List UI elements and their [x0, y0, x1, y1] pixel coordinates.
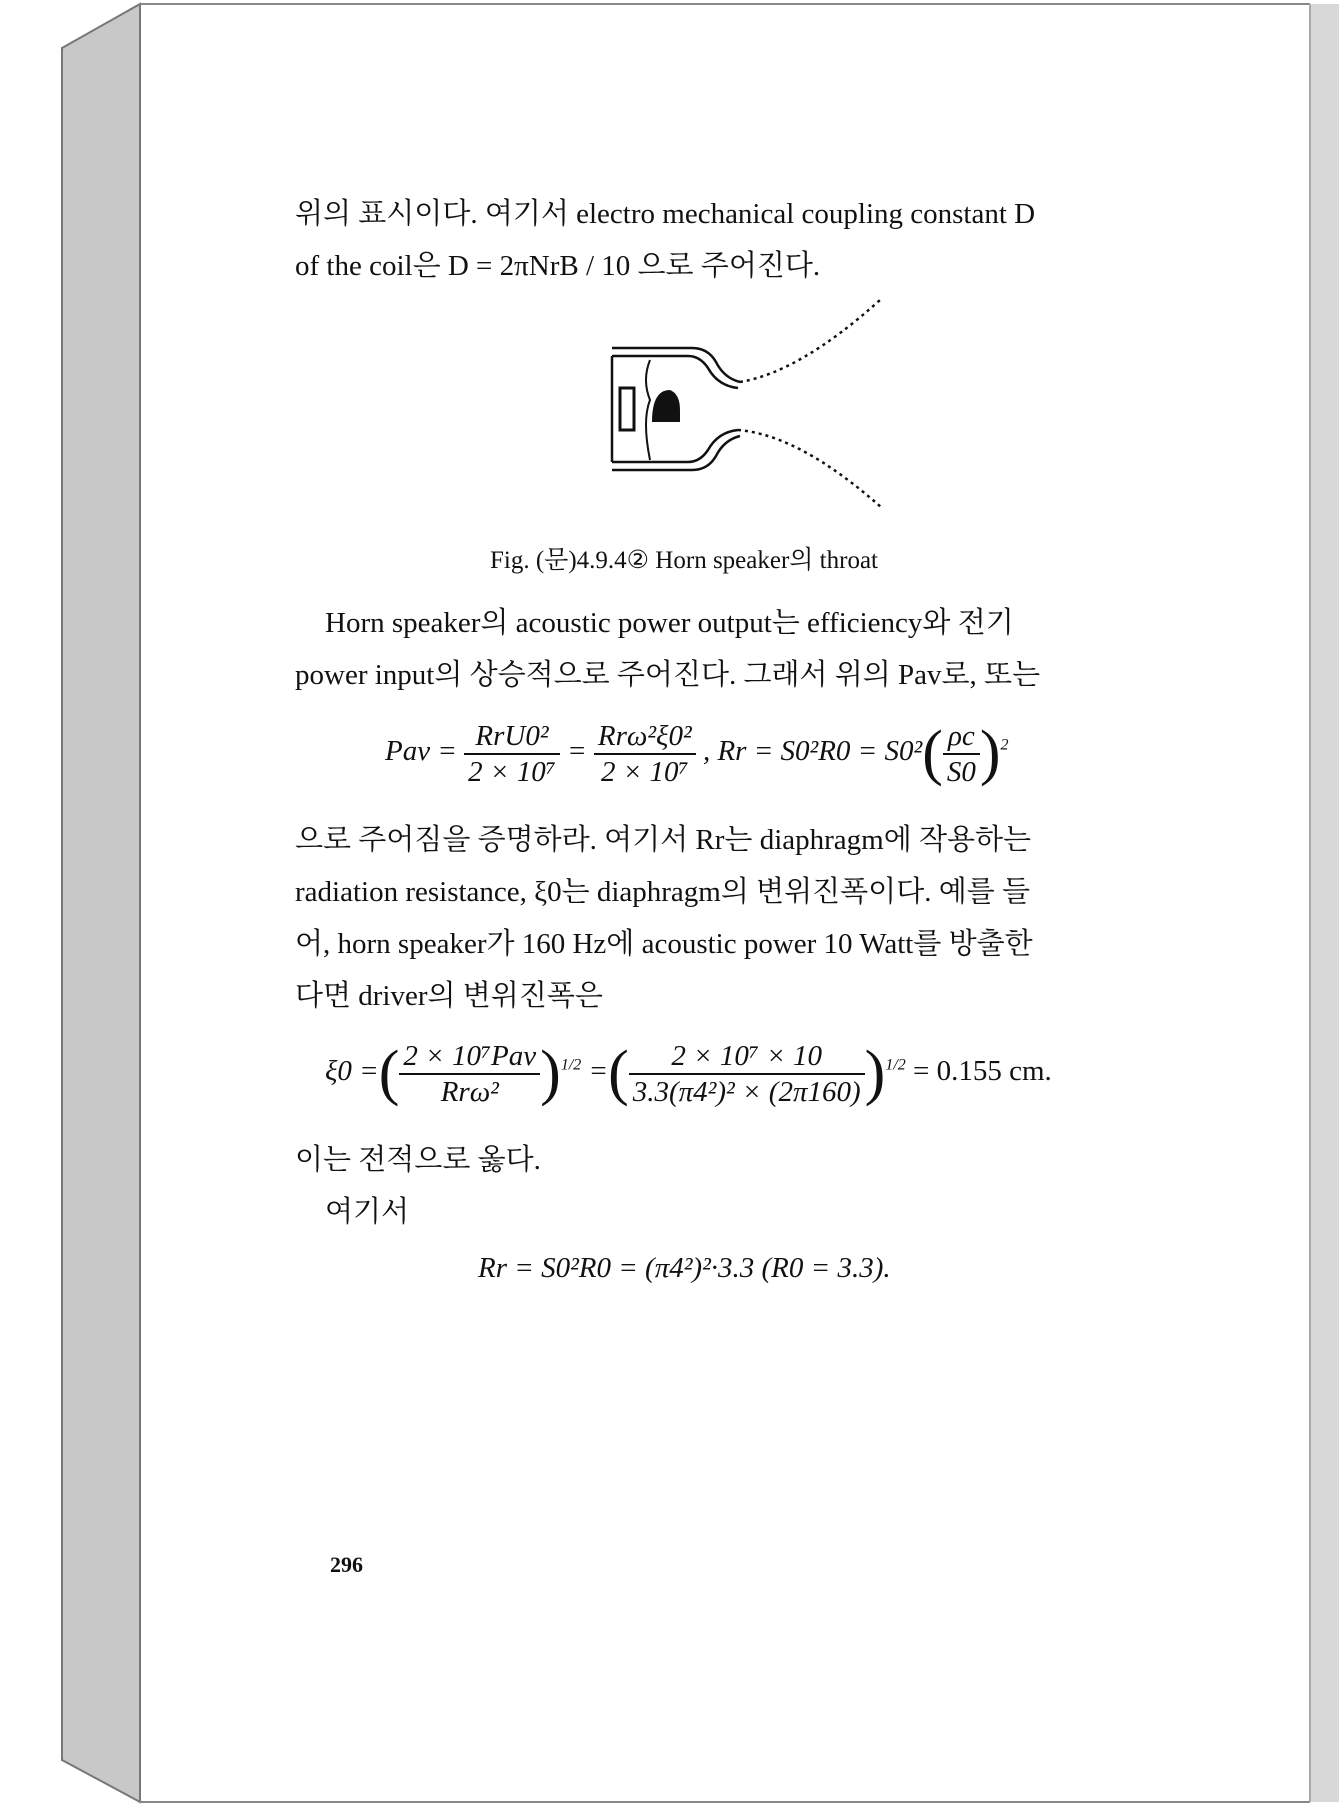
eq1-square: 2	[1000, 736, 1009, 754]
eq2-pow-1: 1/2	[560, 1056, 582, 1074]
eq2-f2-den: 3.3(π4²)² × (2π160)	[632, 1075, 861, 1108]
eq2-eq-sign: =	[588, 1055, 609, 1088]
text-line-4: power input의 상승적으로 주어진다. 그래서 위의 Pav로, 또는	[295, 659, 1041, 691]
eq1-f2-num: Rrω²ξ0²	[594, 719, 696, 755]
eq1-f1-num: RrU0²	[464, 719, 560, 755]
eq2-fraction-2	[629, 1039, 865, 1109]
text-line-3: Horn speaker의 acoustic power output는 efficiency와 전기	[325, 607, 1014, 639]
text-line-8: 다면 driver의 변위진폭은	[295, 980, 603, 1012]
equation-resistance: Rr = S0²R0 = (π4²)²·3.3 (R0 = 3.3).	[478, 1252, 891, 1284]
text-line-10: 여기서	[325, 1196, 410, 1228]
figure-caption: Fig. (문)4.9.4② Horn speaker의 throat	[490, 547, 878, 574]
eq2-f1-num: 2 × 10⁷Pav	[399, 1039, 540, 1075]
text-line-7: 어, horn speaker가 160 Hz에 acoustic power 10 Watt를 방출한	[295, 928, 1033, 960]
eq1-fraction-3	[943, 719, 980, 789]
eq2-rhs: = 0.155 cm.	[913, 1055, 1052, 1088]
eq2-lhs: ξ0 =	[325, 1055, 379, 1088]
horn-throat-figure	[600, 290, 900, 520]
text-line-9: 이는 전적으로 옳다.	[295, 1144, 541, 1176]
eq2-fraction-1	[399, 1039, 540, 1109]
eq1-f3-den: S0	[946, 755, 976, 788]
text-line-5: 으로 주어짐을 증명하라. 여기서 Rr는 diaphragm에 작용하는	[295, 824, 1032, 856]
page-number: 296	[330, 1552, 363, 1577]
eq1-fraction-2	[594, 719, 696, 789]
equation-power: Pav = $\frac{\text{RrU0²}}{\text{2 × 10⁷}}$ = $\frac{\text{Rrω²ξ0²}}{\text{2 × 10⁷}}$ , Rr = S0²R0 = S0²( $\frac{\rho c}{S0}$ )$^2$	[385, 719, 1009, 788]
eq2-f1-den: Rrω²	[440, 1075, 499, 1108]
eq2-pow-2: 1/2	[885, 1056, 906, 1074]
eq1-fraction-1	[464, 719, 560, 789]
eq1-lhs: Pav =	[385, 735, 457, 768]
eq1-f3-num: ρc	[943, 719, 980, 755]
eq2-f2-num: 2 × 10⁷ × 10	[629, 1039, 865, 1075]
eq1-f1-den: 2 × 10⁷	[468, 755, 556, 788]
eq1-f2-den: 2 × 10⁷	[600, 755, 689, 788]
eq1-eq-sign: =	[567, 735, 587, 768]
eq1-mid: , Rr = S0²R0 = S0²	[702, 735, 923, 768]
equation-amplitude: ξ0 =( $\frac{\text{2 × 10⁷Pav}}{\text{Rrω²}}$ )$^{1/2}$ =( $\frac{\text{2 × 10⁷ × 10}}{\text{3.3(π4²)² × (2π160)}}$ )$^{1/2}$ = 0.155 cm.	[325, 1039, 1052, 1108]
text-line-2: of the coil은 D = 2πNrB / 10 으로 주어진다.	[295, 250, 821, 282]
text-line-1: 위의 표시이다. 여기서 electro mechanical coupling constant D	[295, 198, 1036, 230]
text-line-6: radiation resistance, ξ0는 diaphragm의 변위진폭이다. 예를 들	[295, 876, 1030, 908]
